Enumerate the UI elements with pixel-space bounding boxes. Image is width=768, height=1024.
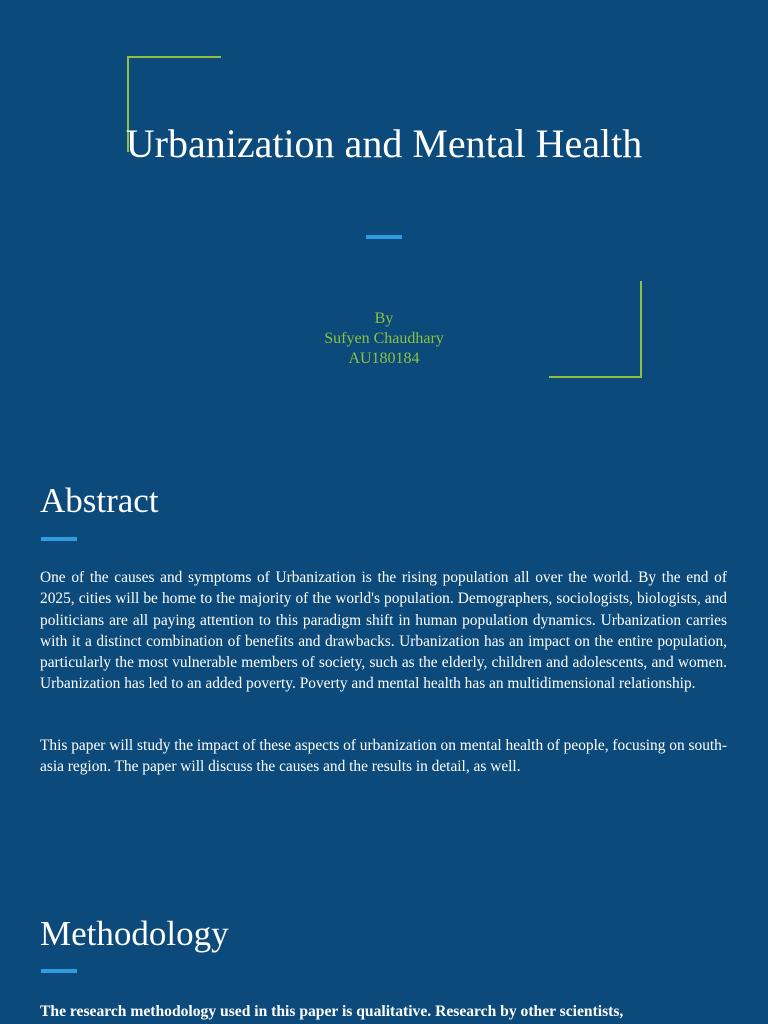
abstract-paragraph-1: One of the causes and symptoms of Urbanization is the rising population all over the world. By the end of 2025, cities will be home to the majority of the world's population. Demographers, sociologists, biologists, and politicians are all paying attention to this paradigm shift in human population dynamics. Urbanization carries with it a distinct combination of benefits and drawbacks. Urbanization has an impact on the entire population, particularly the most vulnerable members of society, such as the elderly, children and adolescents, and women. Urbanization has led to an added poverty. Poverty and mental health has an multidimensional relationship. <box>40 569 727 693</box>
methodology-heading: Methodology <box>40 914 229 953</box>
title-accent-bar <box>366 235 402 239</box>
byline <box>234 309 534 369</box>
abstract-accent-bar <box>41 537 77 541</box>
byline-by: By <box>374 310 394 327</box>
corner-bracket-bottom-right <box>549 281 642 378</box>
methodology-accent-bar <box>41 969 77 973</box>
document-title: Urbanization and Mental Health <box>125 121 643 166</box>
abstract-paragraph-2: This paper will study the impact of these aspects of urbanization on mental health of people, focusing on south-asia region. The paper will discuss the causes and the results in detail, as well. <box>40 737 727 776</box>
methodology-paragraph: The research methodology used in this paper is qualitative. Research by other scientists, <box>40 1003 624 1020</box>
byline-id: AU180184 <box>348 350 420 367</box>
abstract-heading: Abstract <box>40 481 159 520</box>
byline-author: Sufyen Chaudhary <box>324 330 444 347</box>
